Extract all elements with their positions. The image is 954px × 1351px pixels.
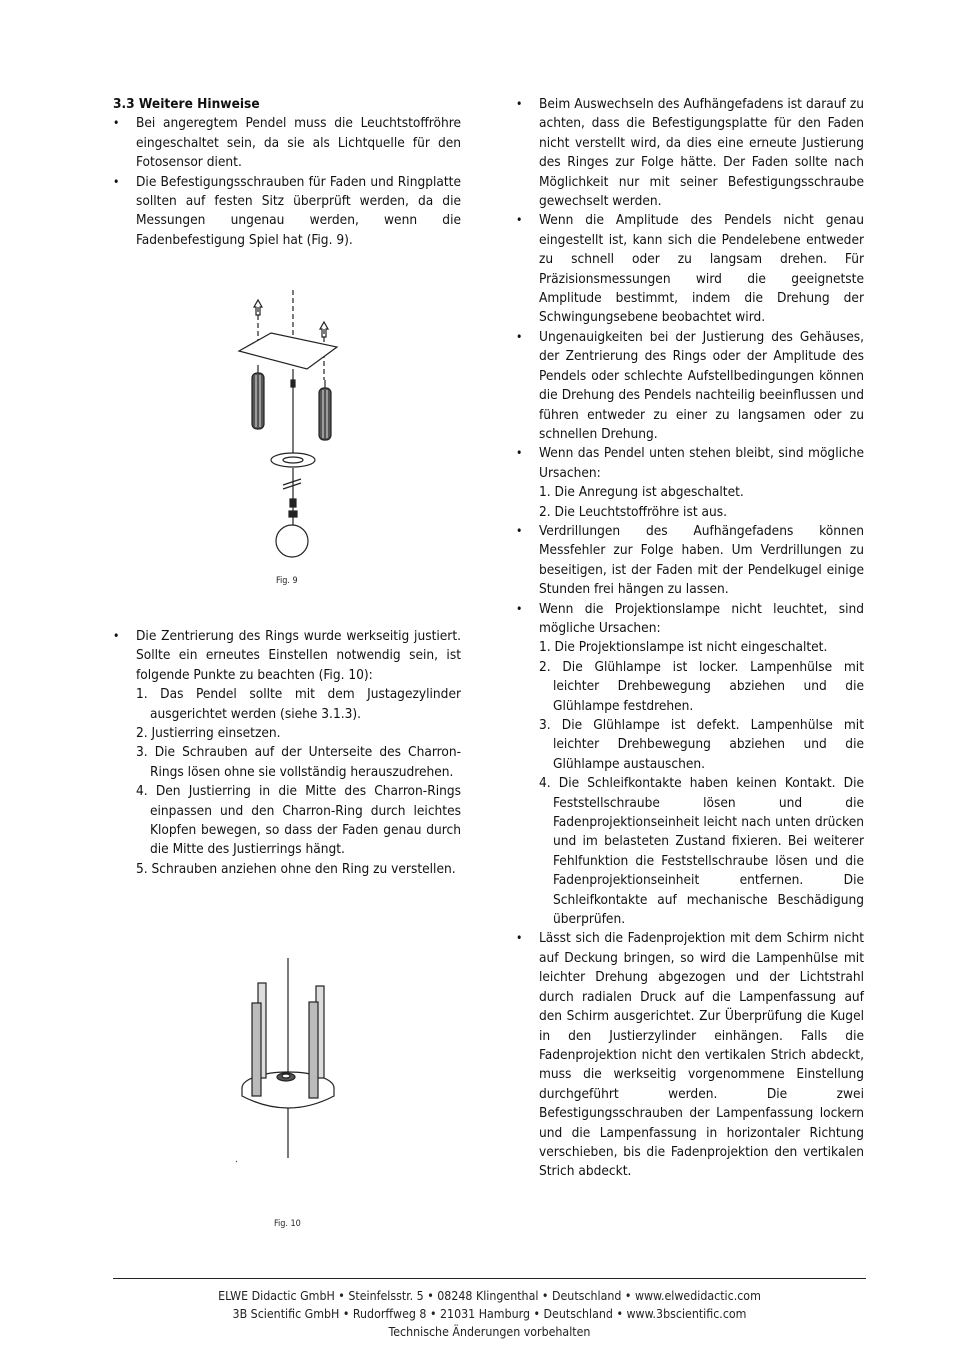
footer-line-elwe: ELWE Didactic GmbH • Steinfelsstr. 5 • 08248 Klingenthal • Deutschland • www.elwedidactic.com xyxy=(218,1289,761,1303)
lamp-text: Wenn die Projektionslampe nicht leuchtet, sind mögliche Ursachen: xyxy=(539,600,864,636)
fig9-caption: Fig. 9 xyxy=(276,576,298,586)
list-item xyxy=(516,444,864,522)
footer xyxy=(113,1287,866,1341)
stuck-steps xyxy=(539,483,864,522)
list-item xyxy=(113,627,461,879)
centering-text: Die Zentrierung des Rings wurde werkseitig justiert. Sollte ein erneutes Einstellen notwendig sein, ist folgende Punkte zu beachten (Fig. 10): xyxy=(136,628,461,683)
step-item: 4. Die Schleifkontakte haben keinen Kontakt. Die Feststellschraube lösen und die Fadenprojektionseinheit leicht nach unten drücken und im belasteten Zustand fixieren. Bei weiterer Fehlfunktion die Feststellschraube lösen und die Fadenprojektionseinheit entfernen. Die Schleifkontakte auf mechanische Beschädigung überprüfen. xyxy=(539,775,864,928)
step-item: 4. Den Justierring in die Mitte des Charron-Rings einpassen und den Charron-Ring durch leichtes Klopfen bewegen, so dass der Faden genau durch die Mitte des Justierrings hängt. xyxy=(136,783,461,858)
step-item: 2. Justierring einsetzen. xyxy=(136,725,281,742)
right-column xyxy=(516,95,864,1182)
bullet-list-centering xyxy=(113,627,461,879)
step-item: 3. Die Schrauben auf der Unterseite des Charron-Rings lösen ohne sie vollständig herauszudrehen. xyxy=(136,744,461,780)
left-column xyxy=(113,95,461,250)
footer-divider xyxy=(113,1278,866,1279)
list-item: • Beim Auswechseln des Aufhängefadens ist darauf zu achten, dass die Befestigungsplatte für den Faden nicht verstellt wird, da dies eine erneute Justierung des Ringes zur Folge hätte. Der Faden sollte nach Möglichkeit nur mit seiner Befestigungsschraube gewechselt werden. xyxy=(516,95,864,211)
left-column-lower xyxy=(113,627,461,879)
section-heading: 3.3 Weitere Hinweise xyxy=(113,96,260,112)
list-item: • Wenn die Amplitude des Pendels nicht genau eingestellt ist, kann sich die Pendelebene entweder zu schnell oder zu langsam drehen. Für Präzisionsmessungen wird die geeignetste Amplitude bestimmt, indem die Drehung der Schwingungsebene beobachtet wird. xyxy=(516,211,864,327)
step-item: 1. Die Projektionslampe ist nicht eingeschaltet. xyxy=(539,639,828,656)
fig10-caption: Fig. 10 xyxy=(274,1219,301,1229)
footer-line-notice: Technische Änderungen vorbehalten xyxy=(388,1325,591,1339)
step-item: 1. Die Anregung ist abgeschaltet. xyxy=(539,484,744,501)
list-item: • Die Befestigungsschrauben für Faden und Ringplatte sollten auf festen Sitz überprüft werden, da die Messungen ungenau werden, wenn die Fadenbefestigung Spiel hat (Fig. 9). xyxy=(113,173,461,251)
list-item: • Lässt sich die Fadenprojektion mit dem Schirm nicht auf Deckung bringen, so wird die Lampenhülse mit leichter Drehung abgezogen und der Lichtstrahl durch radialen Druck auf die Lampenfassung auf den Schirm ausgerichtet. Zur Überprüfung die Kugel in den Justierzylinder einhängen. Falls die Fadenprojektion nicht den vertikalen Strich abdeckt, muss die werkseitig vorgenommene Einstellung durchgeführt werden. Die zwei Befestigungsschrauben der Lampenfassung lockern und die Lampenfassung in horizontaler Richtung verschieben, bis die Fadenprojektion den vertikalen Strich abdeckt. xyxy=(516,929,864,1181)
step-item: 5. Schrauben anziehen ohne den Ring zu verstellen. xyxy=(136,860,456,877)
step-item: 3. Die Glühlampe ist defekt. Lampenhülse mit leichter Drehbewegung abziehen und die Glühlampe austauschen. xyxy=(539,717,864,772)
fig9-diagram xyxy=(225,285,355,565)
fig10-diagram xyxy=(228,958,348,1168)
step-item: 1. Das Pendel sollte mit dem Justagezylinder ausgerichtet werden (siehe 3.1.3). xyxy=(136,686,461,722)
bullet-list-right xyxy=(516,95,864,1182)
stuck-text: Wenn das Pendel unten stehen bleibt, sind mögliche Ursachen: xyxy=(539,445,864,481)
centering-steps xyxy=(136,685,461,879)
list-item xyxy=(516,600,864,930)
list-item: • Ungenauigkeiten bei der Justierung des Gehäuses, der Zentrierung des Rings oder der Amplitude des Pendels oder schlechte Aufstellbedingungen können die Drehung des Pendels nachteilig beeinflussen und führen entweder zu einer zu langsamen oder zu schnellen Drehung. xyxy=(516,328,864,444)
list-item: • Bei angeregtem Pendel muss die Leuchtstoffröhre eingeschaltet sein, da sie als Lichtquelle für den Fotosensor dient. xyxy=(113,114,461,172)
list-item: • Verdrillungen des Aufhängefadens können Messfehler zur Folge haben. Um Verdrillungen zu beseitigen, ist der Faden mit der Pendelkugel einige Stunden frei hängen zu lassen. xyxy=(516,522,864,600)
step-item: 2. Die Leuchtstoffröhre ist aus. xyxy=(539,503,728,520)
bullet-list-top xyxy=(113,114,461,250)
lamp-steps xyxy=(539,638,864,929)
footer-line-3b: 3B Scientific GmbH • Rudorffweg 8 • 21031 Hamburg • Deutschland • www.3bscientific.com xyxy=(232,1307,747,1321)
step-item: 2. Die Glühlampe ist locker. Lampenhülse mit leichter Drehbewegung abziehen und die Glühlampe festdrehen. xyxy=(539,658,864,714)
